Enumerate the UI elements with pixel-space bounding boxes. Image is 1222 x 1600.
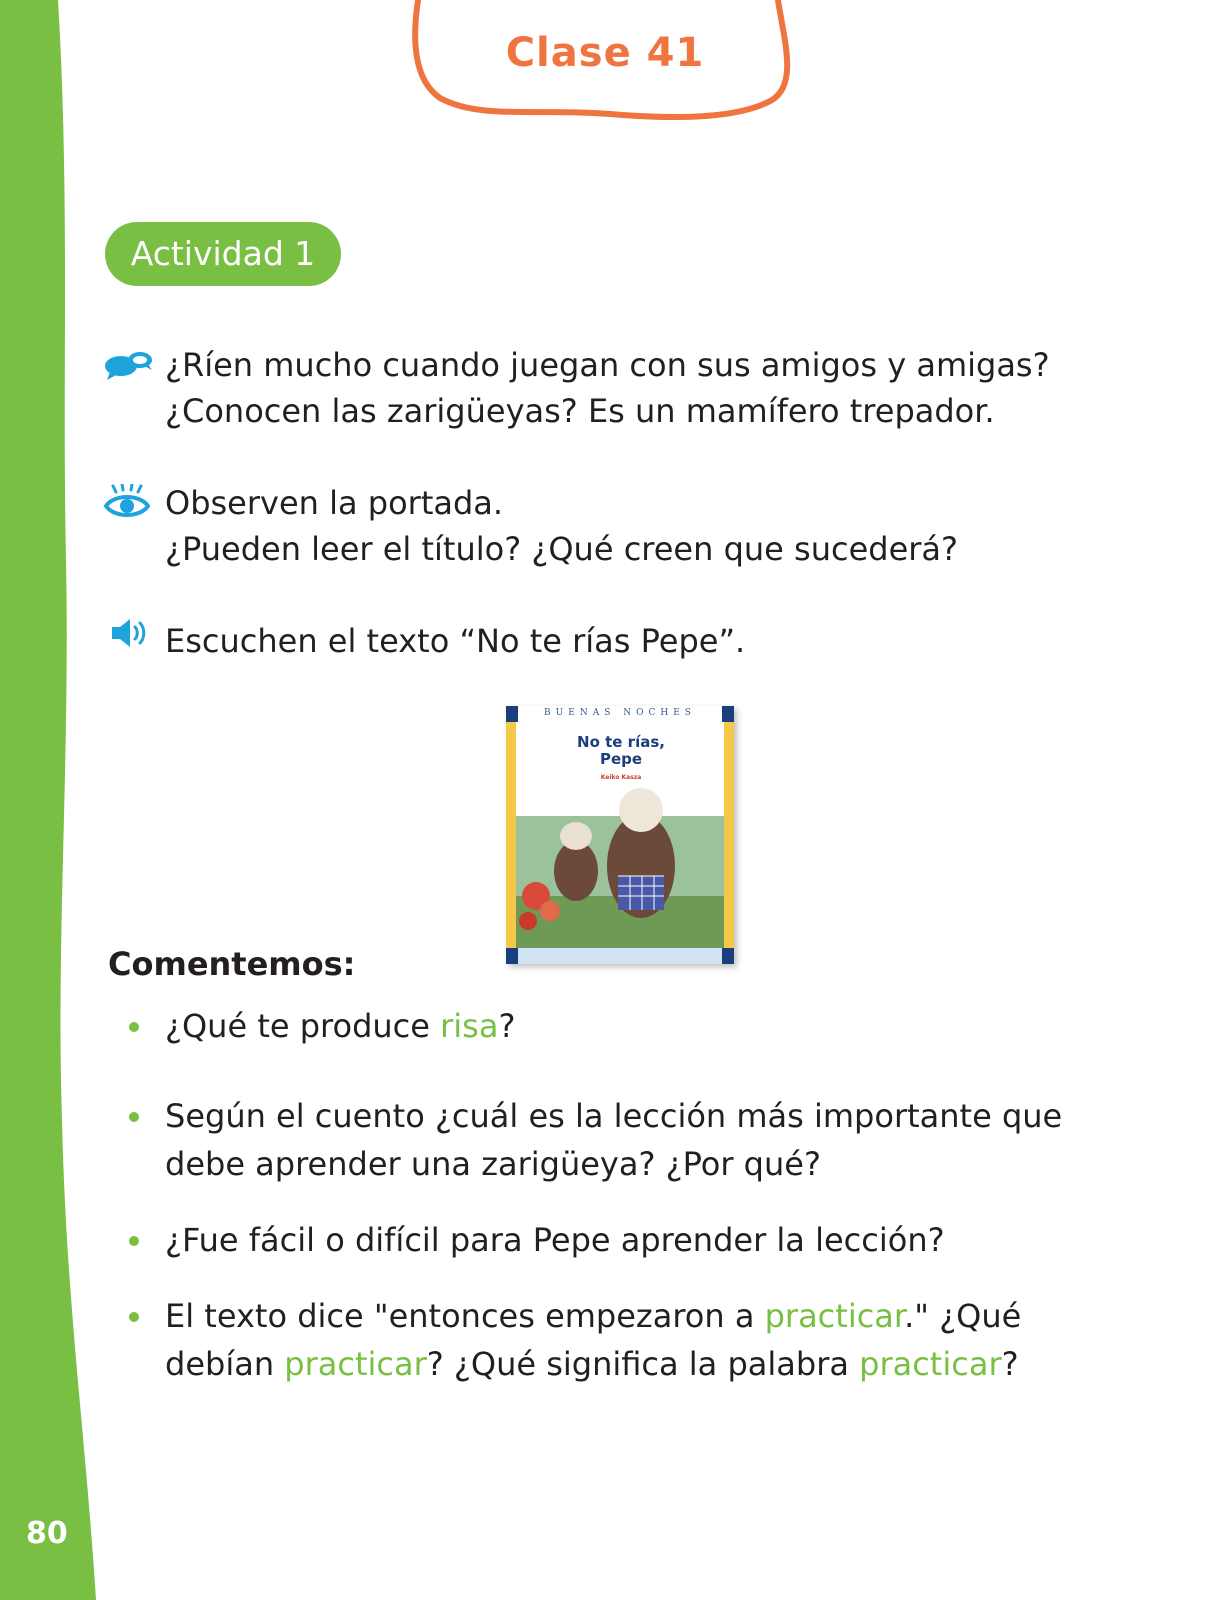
question-text: El texto dice "entonces empezaron a — [165, 1297, 765, 1335]
instruction-observe — [165, 480, 958, 572]
activity-badge: Actividad 1 — [105, 222, 341, 286]
book-title-line: No te rías, — [577, 733, 665, 751]
page-number: 80 — [26, 1516, 68, 1551]
discussion-heading: Comentemos: — [108, 945, 356, 983]
question-text: debían — [165, 1345, 285, 1383]
question-text: ? — [498, 1007, 516, 1045]
instruction-conversation — [165, 342, 1050, 434]
highlight-word: practicar — [859, 1345, 1002, 1383]
discussion-question-1 — [165, 1002, 1065, 1050]
discussion-question-2 — [165, 1092, 1065, 1188]
bullet-dot — [129, 1022, 139, 1032]
book-cover-image — [506, 706, 734, 964]
highlight-word: practicar — [764, 1297, 905, 1335]
highlight-word: risa — [440, 1007, 499, 1045]
instruction-listen — [165, 618, 745, 664]
class-title: Clase 41 — [505, 30, 705, 76]
bullet-dot — [129, 1112, 139, 1122]
question-text: ." ¿Qué — [904, 1297, 1022, 1335]
question-text: ? — [1001, 1345, 1019, 1383]
discussion-question-3: ¿Fue fácil o difícil para Pepe aprender la lección? — [165, 1221, 945, 1259]
question-text: ? ¿Qué significa la palabra — [426, 1345, 860, 1383]
speech-bubbles-icon — [104, 350, 154, 382]
book-author: Keiko Kasza — [600, 774, 642, 781]
instruction-line: ¿Conocen las zarigüeyas? Es un mamífero trepador. — [165, 392, 995, 430]
bullet-dot — [129, 1312, 139, 1322]
highlight-word: practicar — [284, 1345, 427, 1383]
question-line — [165, 1340, 1065, 1388]
book-title — [536, 734, 706, 768]
bullet-dot — [129, 1236, 139, 1246]
speaker-icon — [110, 616, 150, 650]
left-green-band — [0, 0, 110, 1600]
question-line: Según el cuento ¿cuál es la lección más importante que — [165, 1097, 1063, 1135]
instruction-line: Observen la portada. — [165, 484, 504, 522]
question-line: debe aprender una zarigüeya? ¿Por qué? — [165, 1145, 821, 1183]
instruction-line: ¿Ríen mucho cuando juegan con sus amigos y amigas? — [165, 346, 1050, 384]
eye-icon — [104, 484, 150, 520]
question-text: ¿Qué te produce — [165, 1007, 441, 1045]
discussion-question-4 — [165, 1292, 1065, 1388]
book-series: BUENAS NOCHES — [544, 708, 696, 718]
book-title-line: Pepe — [599, 750, 643, 768]
instruction-line: Escuchen el texto “No te rías Pepe”. — [165, 622, 746, 660]
question-line — [165, 1292, 1065, 1340]
instruction-line: ¿Pueden leer el título? ¿Qué creen que sucederá? — [165, 530, 958, 568]
